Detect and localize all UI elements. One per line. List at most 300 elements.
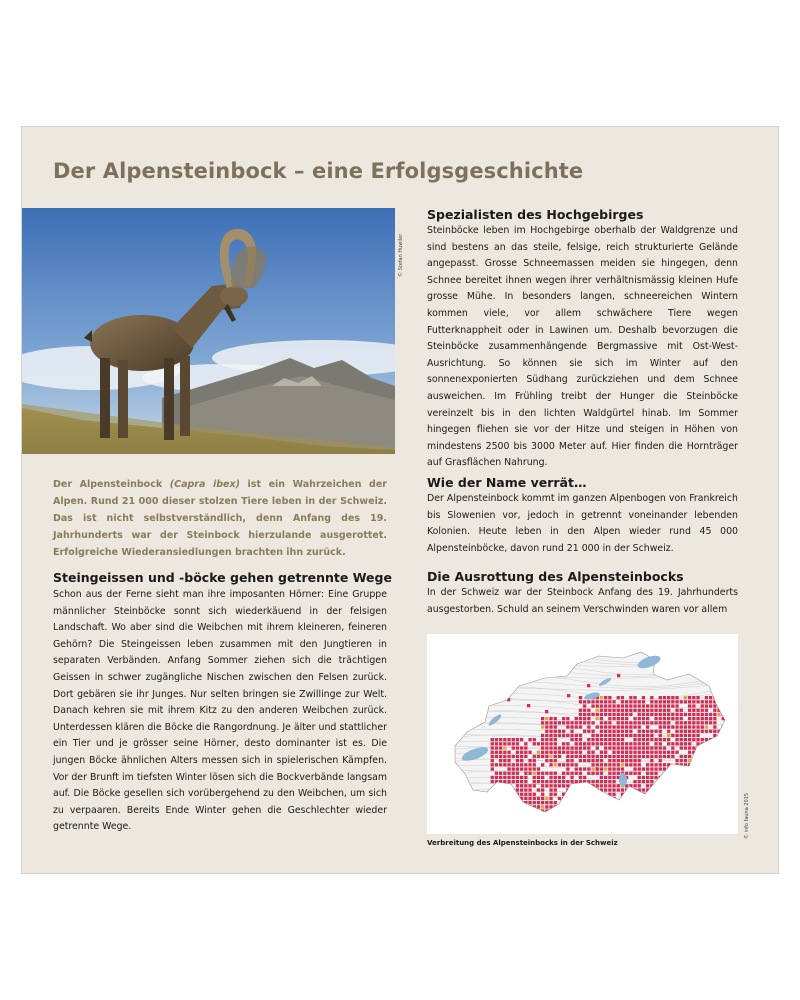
- map-cell: [562, 805, 565, 808]
- map-cell: [583, 797, 586, 800]
- map-cell: [570, 734, 573, 737]
- map-cell: [638, 742, 641, 745]
- map-cell: [612, 734, 615, 737]
- map-cell: [587, 684, 590, 687]
- map-cell: [680, 805, 683, 808]
- map-cell: [705, 788, 708, 791]
- map-cell: [587, 738, 590, 741]
- map-cell: [541, 763, 544, 766]
- map-cell: [642, 730, 645, 733]
- map-cell: [667, 767, 670, 770]
- map-cell: [663, 700, 666, 703]
- map-cell: [692, 725, 695, 728]
- map-cell: [684, 734, 687, 737]
- map-cell: [654, 704, 657, 707]
- map-cell: [524, 793, 527, 796]
- map-cell: [604, 751, 607, 754]
- map-cell: [726, 805, 729, 808]
- map-cell: [659, 738, 662, 741]
- map-cell: [722, 776, 725, 779]
- map-cell: [524, 746, 527, 749]
- map-cell: [625, 717, 628, 720]
- map-cell: [629, 797, 632, 800]
- map-cell: [533, 738, 536, 741]
- map-cell: [567, 694, 570, 697]
- map-cell: [566, 759, 569, 762]
- map-cell: [495, 746, 498, 749]
- map-cell: [512, 788, 515, 791]
- map-cell: [726, 738, 729, 741]
- map-cell: [587, 772, 590, 775]
- map-cell: [659, 763, 662, 766]
- section2-heading: Spezialisten des Hochgebirges: [427, 207, 644, 222]
- map-cell: [491, 809, 494, 812]
- map-cell: [688, 793, 691, 796]
- map-cell: [692, 700, 695, 703]
- map-cell: [596, 788, 599, 791]
- map-cell: [575, 721, 578, 724]
- map-cell: [491, 805, 494, 808]
- map-cell: [654, 755, 657, 758]
- map-cell: [675, 767, 678, 770]
- map-cell: [663, 793, 666, 796]
- map-cell: [507, 755, 510, 758]
- map-cell: [604, 776, 607, 779]
- map-cell: [537, 767, 540, 770]
- map-cell: [507, 805, 510, 808]
- map-cell: [579, 696, 582, 699]
- map-cell: [667, 742, 670, 745]
- map-cell: [654, 776, 657, 779]
- map-cell: [688, 713, 691, 716]
- map-cell: [566, 734, 569, 737]
- map-cell: [562, 721, 565, 724]
- map-cell: [692, 780, 695, 783]
- map-cell: [692, 767, 695, 770]
- map-cell: [650, 713, 653, 716]
- map-cell: [612, 788, 615, 791]
- map-cell: [638, 717, 641, 720]
- map-cell: [562, 734, 565, 737]
- map-cell: [688, 755, 691, 758]
- map-cell: [516, 814, 519, 817]
- map-cell: [633, 772, 636, 775]
- map-cell: [533, 772, 536, 775]
- map-cell: [533, 767, 536, 770]
- map-cell: [625, 801, 628, 804]
- map-cell: [596, 709, 599, 712]
- map-cell: [537, 780, 540, 783]
- map-cell: [684, 793, 687, 796]
- map-cell: [528, 788, 531, 791]
- map-cell: [558, 751, 561, 754]
- map-cell: [587, 801, 590, 804]
- map-cell: [629, 814, 632, 817]
- map-cell: [646, 809, 649, 812]
- map-cell: [650, 734, 653, 737]
- map-cell: [583, 788, 586, 791]
- map-cell: [520, 746, 523, 749]
- map-cell: [528, 801, 531, 804]
- map-cell: [650, 814, 653, 817]
- map-cell: [709, 809, 712, 812]
- map-cell: [558, 784, 561, 787]
- map-cell: [600, 759, 603, 762]
- map-cell: [621, 814, 624, 817]
- map-cell: [642, 776, 645, 779]
- map-cell: [545, 784, 548, 787]
- map-cell: [659, 751, 662, 754]
- map-cell: [566, 784, 569, 787]
- map-cell: [600, 767, 603, 770]
- map-cell: [675, 713, 678, 716]
- map-cell: [696, 788, 699, 791]
- map-cell: [617, 713, 620, 716]
- map-cell: [499, 776, 502, 779]
- map-cell: [667, 755, 670, 758]
- map-cell: [516, 776, 519, 779]
- map-cell: [587, 713, 590, 716]
- map-cell: [696, 709, 699, 712]
- map-cell: [717, 776, 720, 779]
- map-cell: [701, 742, 704, 745]
- map-cell: [684, 730, 687, 733]
- map-cell: [575, 763, 578, 766]
- map-cell: [633, 801, 636, 804]
- map-cell: [705, 717, 708, 720]
- map-cell: [675, 772, 678, 775]
- map-cell: [491, 793, 494, 796]
- map-cell: [688, 742, 691, 745]
- map-cell: [558, 730, 561, 733]
- map-cell: [587, 759, 590, 762]
- map-cell: [541, 746, 544, 749]
- map-cell: [583, 704, 586, 707]
- map-cell: [516, 746, 519, 749]
- map-cell: [621, 734, 624, 737]
- map-cell: [625, 746, 628, 749]
- map-cell: [642, 721, 645, 724]
- map-cell: [524, 776, 527, 779]
- map-cell: [654, 767, 657, 770]
- map-cell: [701, 784, 704, 787]
- map-cell: [713, 788, 716, 791]
- caption-latin: (Capra ibex): [169, 479, 240, 490]
- map-cell: [705, 772, 708, 775]
- map-cell: [562, 780, 565, 783]
- map-cell: [701, 797, 704, 800]
- map-cell: [688, 730, 691, 733]
- map-cell: [608, 721, 611, 724]
- map-cell: [600, 776, 603, 779]
- map-cell: [629, 763, 632, 766]
- map-cell: [696, 793, 699, 796]
- map-cell: [591, 767, 594, 770]
- map-cell: [591, 730, 594, 733]
- map-cell: [726, 717, 729, 720]
- map-cell: [654, 763, 657, 766]
- map-cell: [495, 738, 498, 741]
- map-cell: [684, 780, 687, 783]
- map-cell: [633, 755, 636, 758]
- map-credit: © info fauna 2015: [744, 792, 750, 839]
- map-cell: [499, 742, 502, 745]
- map-cell: [646, 793, 649, 796]
- map-cell: [583, 730, 586, 733]
- map-cell: [646, 713, 649, 716]
- map-cell: [663, 809, 666, 812]
- map-cell: [688, 746, 691, 749]
- map-cell: [558, 776, 561, 779]
- map-cell: [520, 788, 523, 791]
- map-cell: [642, 717, 645, 720]
- map-cell: [596, 755, 599, 758]
- map-cell: [579, 759, 582, 762]
- map-cell: [596, 717, 599, 720]
- map-cell: [587, 793, 590, 796]
- map-cell: [675, 717, 678, 720]
- map-cell: [570, 797, 573, 800]
- map-cell: [516, 809, 519, 812]
- map-cell: [650, 776, 653, 779]
- map-cell: [545, 721, 548, 724]
- map-cell: [726, 788, 729, 791]
- map-cell: [570, 746, 573, 749]
- map-cell: [671, 772, 674, 775]
- map-cell: [625, 734, 628, 737]
- map-cell: [717, 767, 720, 770]
- map-cell: [621, 746, 624, 749]
- map-cell: [600, 738, 603, 741]
- map-cell: [675, 742, 678, 745]
- map-cell: [549, 797, 552, 800]
- map-cell: [537, 814, 540, 817]
- map-cell: [713, 742, 716, 745]
- map-cell: [575, 788, 578, 791]
- map-cell: [566, 725, 569, 728]
- map-cell: [667, 696, 670, 699]
- map-cell: [709, 704, 712, 707]
- map-cell: [591, 788, 594, 791]
- map-cell: [533, 763, 536, 766]
- map-cell: [642, 751, 645, 754]
- map-cell: [621, 717, 624, 720]
- map-cell: [499, 797, 502, 800]
- map-cell: [646, 751, 649, 754]
- map-cell: [596, 700, 599, 703]
- map-cell: [520, 793, 523, 796]
- map-cell: [684, 713, 687, 716]
- map-cell: [646, 755, 649, 758]
- map-cell: [503, 814, 506, 817]
- map-cell: [491, 788, 494, 791]
- map-cell: [696, 776, 699, 779]
- map-cell: [617, 725, 620, 728]
- map-cell: [566, 797, 569, 800]
- map-cell: [587, 797, 590, 800]
- map-cell: [671, 784, 674, 787]
- map-cell: [629, 709, 632, 712]
- map-cell: [701, 700, 704, 703]
- map-cell: [621, 738, 624, 741]
- map-cell: [684, 788, 687, 791]
- map-cell: [675, 759, 678, 762]
- map-cell: [722, 801, 725, 804]
- map-cell: [524, 784, 527, 787]
- map-cell: [629, 788, 632, 791]
- map-cell: [612, 717, 615, 720]
- map-cell: [554, 793, 557, 796]
- map-cell: [579, 709, 582, 712]
- map-cell: [503, 751, 506, 754]
- map-cell: [541, 814, 544, 817]
- map-cell: [583, 793, 586, 796]
- map-cell: [713, 704, 716, 707]
- map-cell: [587, 721, 590, 724]
- map-cell: [667, 801, 670, 804]
- map-cell: [671, 755, 674, 758]
- map-cell: [608, 767, 611, 770]
- map-cell: [713, 797, 716, 800]
- map-cell: [642, 746, 645, 749]
- map-cell: [713, 759, 716, 762]
- map-cell: [604, 784, 607, 787]
- map-cell: [701, 780, 704, 783]
- map-cell: [705, 776, 708, 779]
- map-cell: [600, 763, 603, 766]
- map-cell: [688, 767, 691, 770]
- map-cell: [726, 772, 729, 775]
- map-cell: [675, 797, 678, 800]
- map-cell: [604, 755, 607, 758]
- map-cell: [696, 809, 699, 812]
- map-cell: [642, 767, 645, 770]
- map-cell: [617, 742, 620, 745]
- map-cell: [684, 721, 687, 724]
- map-cell: [570, 805, 573, 808]
- map-cell: [717, 713, 720, 716]
- map-cell: [705, 814, 708, 817]
- map-cell: [566, 742, 569, 745]
- map-cell: [701, 709, 704, 712]
- map-cell: [701, 721, 704, 724]
- map-cell: [600, 780, 603, 783]
- map-cell: [579, 713, 582, 716]
- map-cell: [541, 776, 544, 779]
- map-cell: [675, 734, 678, 737]
- map-cell: [612, 746, 615, 749]
- map-cell: [709, 793, 712, 796]
- map-cell: [512, 801, 515, 804]
- map-cell: [629, 742, 632, 745]
- map-cell: [705, 763, 708, 766]
- map-cell: [705, 801, 708, 804]
- map-cell: [654, 801, 657, 804]
- map-cell: [625, 713, 628, 716]
- map-cell: [705, 709, 708, 712]
- map-cell: [684, 738, 687, 741]
- map-cell: [604, 709, 607, 712]
- map-cell: [638, 776, 641, 779]
- map-cell: [625, 709, 628, 712]
- map-cell: [524, 814, 527, 817]
- map-cell: [600, 784, 603, 787]
- map-cell: [604, 700, 607, 703]
- map-cell: [621, 725, 624, 728]
- map-cell: [604, 730, 607, 733]
- map-cell: [558, 755, 561, 758]
- map-cell: [591, 793, 594, 796]
- map-cell: [654, 700, 657, 703]
- map-cell: [566, 755, 569, 758]
- map-cell: [713, 746, 716, 749]
- map-cell: [675, 704, 678, 707]
- map-cell: [566, 801, 569, 804]
- map-cell: [701, 814, 704, 817]
- map-cell: [705, 759, 708, 762]
- map-cell: [608, 738, 611, 741]
- map-cell: [499, 793, 502, 796]
- map-cell: [709, 767, 712, 770]
- map-cell: [717, 746, 720, 749]
- map-cell: [579, 793, 582, 796]
- map-cell: [608, 788, 611, 791]
- map-cell: [713, 780, 716, 783]
- map-cell: [558, 763, 561, 766]
- map-cell: [549, 780, 552, 783]
- map-cell: [579, 717, 582, 720]
- map-cell: [701, 751, 704, 754]
- map-cell: [633, 788, 636, 791]
- map-cell: [617, 730, 620, 733]
- map-cell: [541, 755, 544, 758]
- map-cell: [638, 814, 641, 817]
- map-cell: [709, 776, 712, 779]
- map-cell: [579, 751, 582, 754]
- photo-credit: © Stefan Huwiler: [398, 233, 404, 277]
- map-cell: [717, 788, 720, 791]
- map-cell: [638, 730, 641, 733]
- map-cell: [688, 738, 691, 741]
- map-cell: [499, 755, 502, 758]
- map-cell: [596, 713, 599, 716]
- map-cell: [545, 710, 548, 713]
- map-cell: [671, 805, 674, 808]
- map-cell: [507, 788, 510, 791]
- map-cell: [612, 793, 615, 796]
- map-cell: [600, 772, 603, 775]
- map-cell: [663, 704, 666, 707]
- map-cell: [617, 763, 620, 766]
- map-cell: [507, 809, 510, 812]
- map-cell: [524, 797, 527, 800]
- map-cell: [541, 780, 544, 783]
- map-cell: [495, 755, 498, 758]
- map-cell: [650, 797, 653, 800]
- map-cell: [554, 809, 557, 812]
- map-cell: [680, 788, 683, 791]
- map-cell: [692, 805, 695, 808]
- map-cell: [495, 776, 498, 779]
- map-cell: [638, 751, 641, 754]
- map-cell: [629, 805, 632, 808]
- map-cell: [692, 713, 695, 716]
- map-cell: [701, 805, 704, 808]
- map-cell: [545, 772, 548, 775]
- map-cell: [617, 814, 620, 817]
- map-cell: [554, 721, 557, 724]
- map-cell: [629, 809, 632, 812]
